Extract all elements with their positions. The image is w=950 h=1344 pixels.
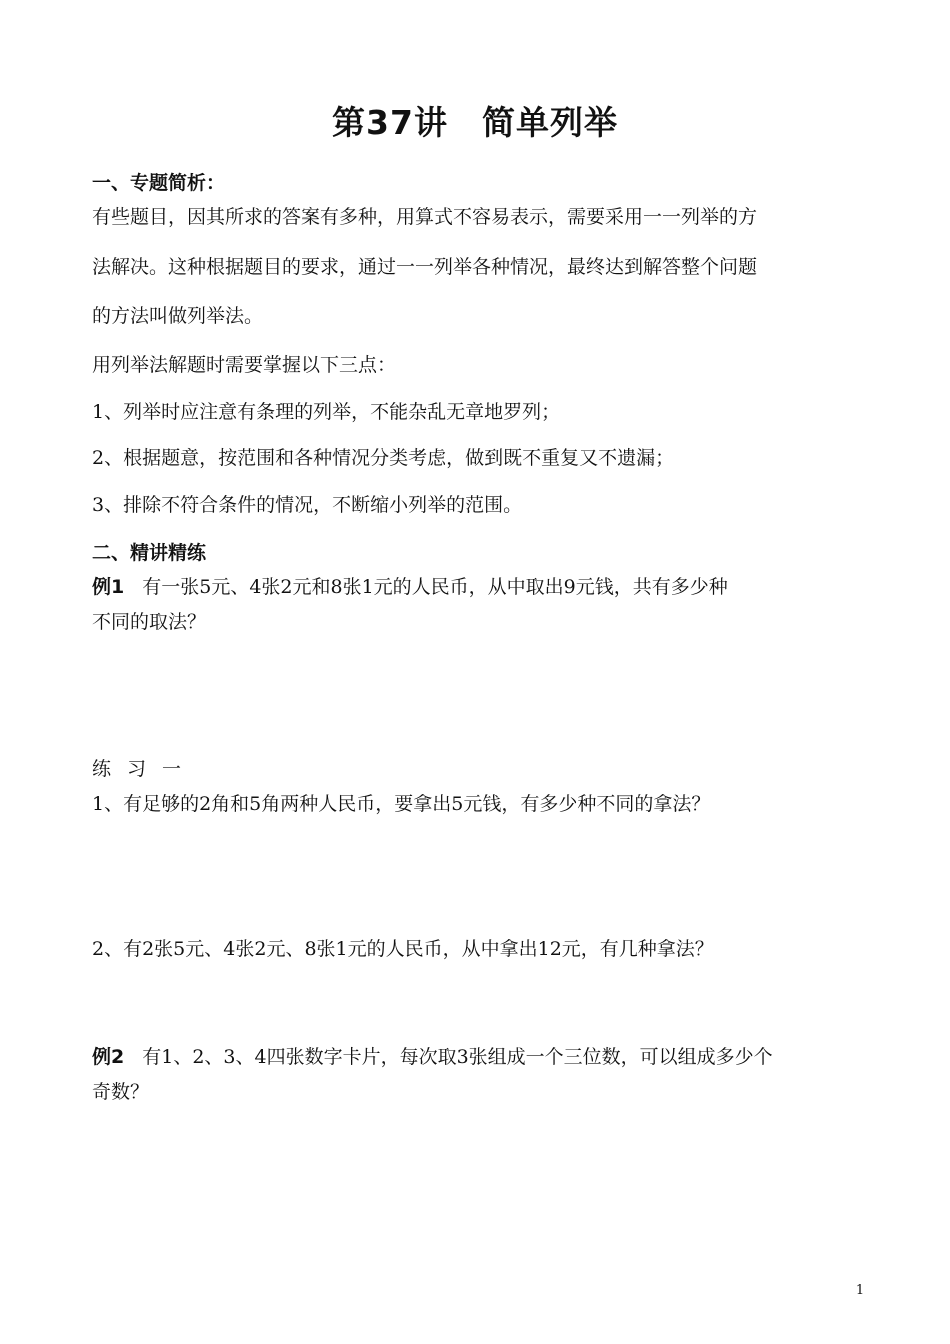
point-3: 3、排除不符合条件的情况，不断缩小列举的范围。 (92, 494, 523, 516)
example2-text: 有1、2、3、4四张数字卡片，每次取3张组成一个三位数，可以组成多少个 (142, 1046, 773, 1068)
page-title: 第37讲 简单列举 (332, 103, 618, 142)
practice1-heading: 练习一 (92, 758, 198, 780)
example1-text: 有一张5元、4张2元和8张1元的人民币，从中取出9元钱，共有多少种 (142, 576, 728, 598)
example2-line-1 (92, 1043, 872, 1071)
section1-intro: 用列举法解题时需要掌握以下三点： (92, 354, 397, 376)
practice1-question-2: 2、有2张5元、4张2元、8张1元的人民币，从中拿出12元，有几种拿法？ (92, 938, 714, 960)
example1-line-2: 不同的取法？ (92, 611, 207, 633)
practice1-question-1: 1、有足够的2角和5角两种人民币，要拿出5元钱，有多少种不同的拿法？ (92, 793, 711, 815)
example2-line-2: 奇数？ (92, 1081, 150, 1103)
example2-label: 例2 (92, 1046, 125, 1068)
section1-heading: 一、专题简析： (92, 172, 226, 194)
section1-paragraph-line-1: 有些题目，因其所求的答案有多种，用算式不容易表示，需要采用一一列举的方 (92, 206, 758, 228)
page-number: 1 (855, 1283, 865, 1298)
section2-heading: 二、精讲精练 (92, 542, 207, 564)
section1-paragraph-line-2: 法解决。这种根据题目的要求，通过一一列举各种情况，最终达到解答整个问题 (92, 256, 758, 278)
example1-line-1 (92, 573, 872, 601)
example1-label: 例1 (92, 576, 125, 598)
point-1: 1、列举时应注意有条理的列举，不能杂乱无章地罗列； (92, 401, 561, 423)
point-2: 2、根据题意，按范围和各种情况分类考虑，做到既不重复又不遗漏； (92, 447, 675, 469)
section1-paragraph-line-3: 的方法叫做列举法。 (92, 305, 264, 327)
